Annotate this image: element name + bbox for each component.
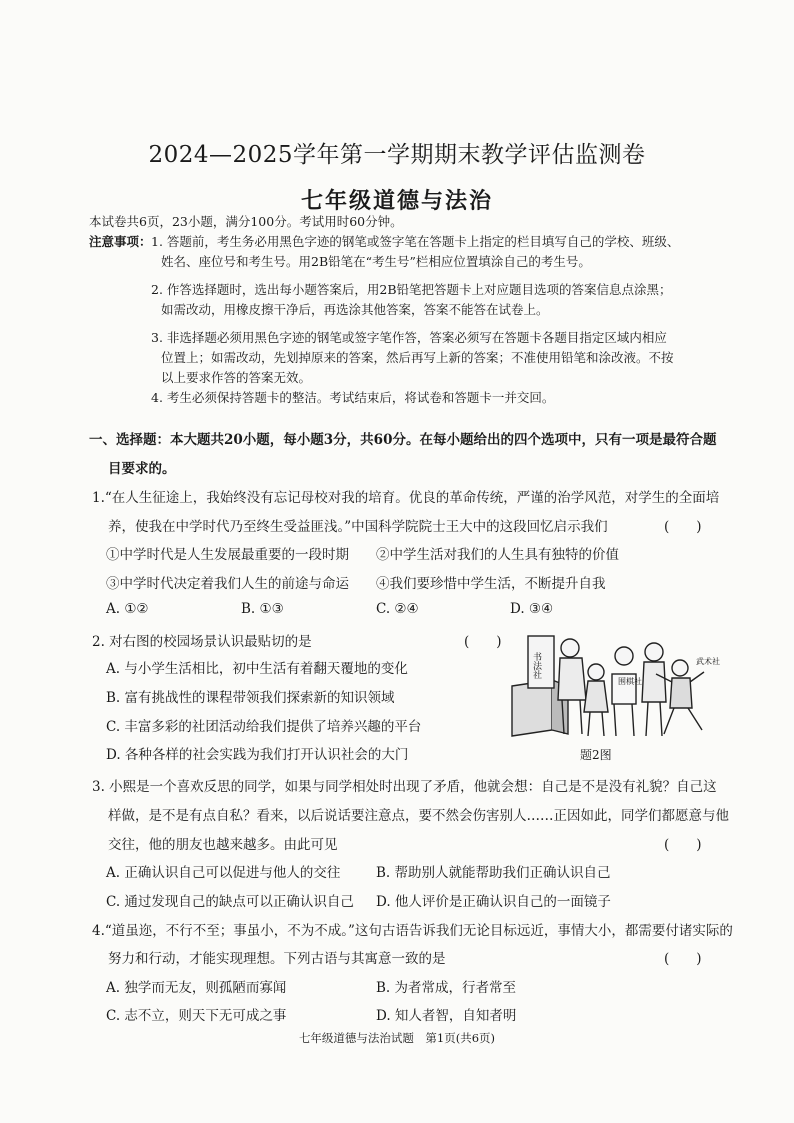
q3-stem-line-3: 交往，他的朋友也越来越多。由此可见: [108, 837, 338, 853]
notes-label: 注意事项：: [89, 234, 152, 249]
q2-answer-bracket: ( ): [464, 634, 502, 650]
q1-statement-3: ③中学时代决定着我们人生的前途与命运: [106, 576, 349, 592]
q3-stem-line-1: 3. 小熙是一个喜欢反思的同学，如果与同学相处时出现了矛盾，他就会想：自己是不是没有礼貌？自己这: [92, 779, 717, 795]
section-1-heading-cont: 目要求的。: [108, 461, 176, 477]
note-4-line-1: 4. 考生必须保持答题卡的整洁。考试结束后，将试卷和答题卡一并交回。: [151, 390, 555, 405]
q3-answer-bracket: ( ): [664, 837, 702, 853]
q1-stem-line-1: 1.“在人生征途上，我始终没有忘记母校对我的培育。优良的革命传统，严谨的治学风范，对学生的全面培: [92, 490, 720, 506]
q1-statement-1: ①中学时代是人生发展最重要的一段时期: [106, 547, 349, 563]
q1-statement-2: ②中学生活对我们的人生具有独特的价值: [376, 547, 619, 563]
q2-option-c: C. 丰富多彩的社团活动给我们提供了培养兴趣的平台: [106, 719, 422, 735]
figure-caption: 题2图: [580, 748, 612, 762]
q2-stem: 2. 对右图的校园场景认识最贴切的是: [92, 634, 312, 650]
q4-answer-bracket: ( ): [664, 951, 702, 967]
sign-go-club: 围棋社: [618, 677, 642, 686]
note-2-line-2: 如需改动，用橡皮擦干净后，再选涂其他答案，答案不能答在试卷上。: [161, 302, 549, 317]
q1-option-d: D. ③④: [510, 601, 554, 617]
q3-option-a: A. 正确认识自己可以促进与他人的交往: [106, 865, 341, 881]
sign-calligraphy-club: 书法社: [531, 652, 541, 679]
q1-option-b: B. ①③: [241, 601, 284, 617]
q2-option-a: A. 与小学生活相比，初中生活有着翻天覆地的变化: [106, 661, 408, 677]
q1-answer-bracket: ( ): [664, 519, 702, 535]
note-3-line-2: 位置上；如需改动，先划掉原来的答案，然后再写上新的答案；不准使用铅笔和涂改液。不按: [161, 350, 674, 365]
q3-option-d: D. 他人评价是正确认识自己的一面镜子: [376, 894, 611, 910]
q4-stem-line-1: 4.“道虽迩，不行不至；事虽小，不为不成。”这句古语告诉我们无论目标远近，事情大小，都需要付诸实际的: [92, 923, 733, 939]
subject-title: 七年级道德与法治: [300, 188, 493, 214]
note-3-line-1: 3. 非选择题必须用黑色字迹的钢笔或签字笔作答，答案必须写在答题卡各题目指定区域内相应: [151, 330, 667, 345]
note-2-line-1: 2. 作答选择题时，选出每小题答案后，用2B铅笔把答题卡上对应题目选项的答案信息点涂黑；: [151, 282, 672, 297]
section-1-heading: 一、选择题：本大题共20小题，每小题3分，共60分。在每小题给出的四个选项中，只有一项是最符合题: [89, 432, 717, 448]
q3-stem-line-2: 样做，是不是有点自私？看来，以后说话要注意点，要不然会伤害别人……正因如此，同学们都愿意与他: [108, 808, 729, 824]
page-footer: 七年级道德与法治试题 第1页(共6页): [298, 1031, 496, 1045]
q4-option-d: D. 知人者智，自知者明: [376, 1008, 517, 1024]
intro-text: 本试卷共6页，23小题，满分100分。考试用时60分钟。: [89, 214, 403, 229]
q2-option-b: B. 富有挑战性的课程带领我们探索新的知识领域: [106, 690, 395, 706]
exam-title: 2024—2025学年第一学期期末教学评估监测卷: [148, 142, 646, 168]
q1-stem-line-2: 养，使我在中学时代乃至终生受益匪浅。”中国科学院院士王大中的这段回忆启示我们: [108, 519, 608, 535]
q3-option-c: C. 通过发现自己的缺点可以正确认识自己: [106, 894, 354, 910]
q1-option-c: C. ②④: [376, 601, 419, 617]
sign-martial-arts-club: 武术社: [696, 657, 720, 666]
q4-stem-line-2: 努力和行动，才能实现理想。下列古语与其寓意一致的是: [108, 951, 446, 967]
q2-illustration: [504, 626, 720, 744]
q1-statement-4: ④我们要珍惜中学生活，不断提升自我: [376, 576, 606, 592]
q2-option-d: D. 各种各样的社会实践为我们打开认识社会的大门: [106, 747, 409, 763]
note-1-line-2: 姓名、座位号和考生号。用2B铅笔在“考生号”栏相应位置填涂自己的考生号。: [161, 254, 591, 269]
note-3-line-3: 以上要求作答的答案无效。: [161, 370, 312, 385]
school-club-illustration: [504, 626, 720, 744]
q3-option-b: B. 帮助别人就能帮助我们正确认识自己: [376, 865, 611, 881]
q1-option-a: A. ①②: [106, 601, 149, 617]
q4-option-c: C. 志不立，则天下无可成之事: [106, 1008, 287, 1024]
q4-option-b: B. 为者常成，行者常至: [376, 980, 517, 996]
q4-option-a: A. 独学而无友，则孤陋而寡闻: [106, 980, 287, 996]
note-1-line-1: 1. 答题前，考生务必用黑色字迹的钢笔或签字笔在答题卡上指定的栏目填写自己的学校、班级、: [151, 234, 680, 249]
